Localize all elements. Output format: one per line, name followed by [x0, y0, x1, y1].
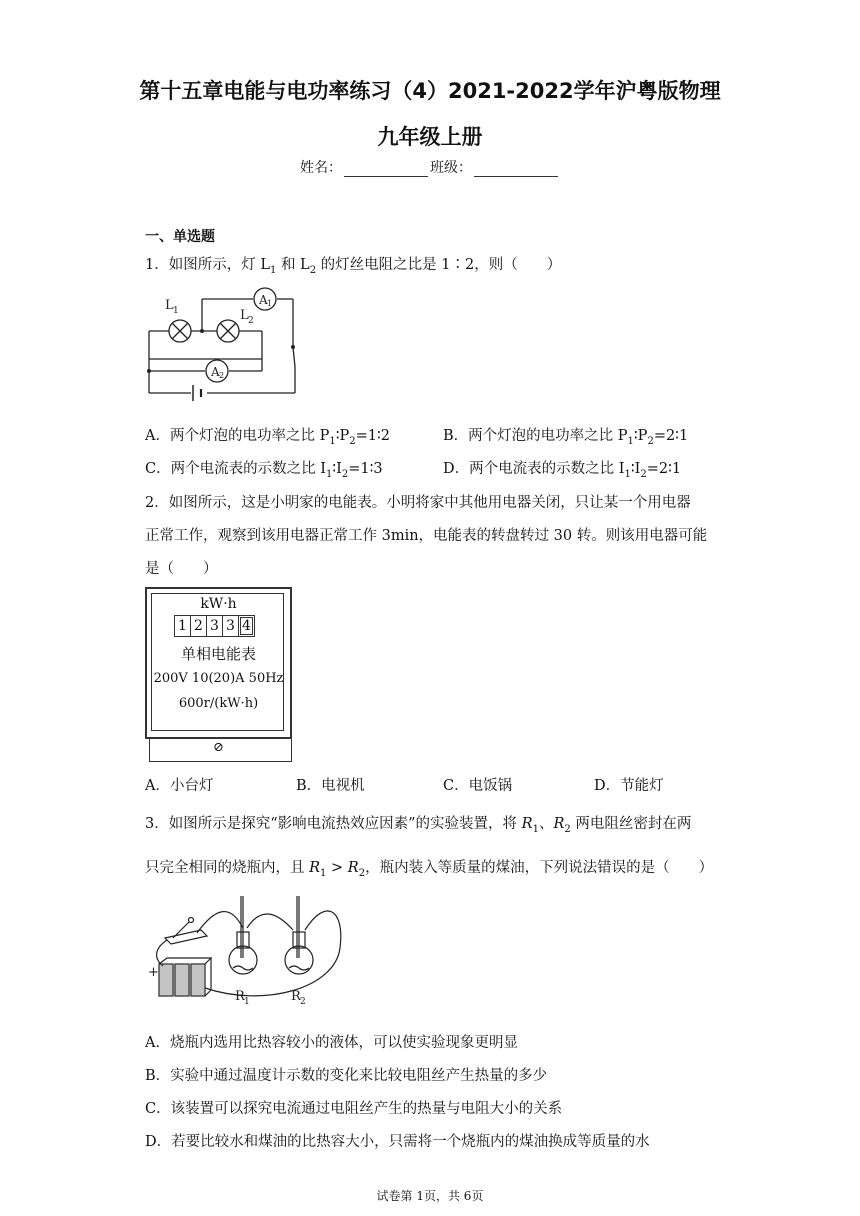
- svg-text:2: 2: [219, 371, 225, 380]
- q2-stem-line2: 正常工作，观察到该用电器正常工作 3min，电能表的转盘转过 30 转。则该用电器可能: [145, 528, 708, 544]
- name-label: 姓名：: [300, 160, 342, 176]
- q3-experiment-apparatus: [145, 888, 350, 1013]
- q1-option-b[interactable]: B．两个灯泡的电功率之比 $P_1∶P_2=2∶1$: [443, 428, 689, 447]
- svg-text:L: L: [165, 298, 174, 313]
- q2-option-c[interactable]: C．电饭锅: [443, 778, 513, 794]
- name-blank[interactable]: [344, 162, 428, 177]
- svg-text:L: L: [240, 308, 249, 323]
- q2-option-b[interactable]: B．电视机: [296, 778, 365, 794]
- q1-stem: 1．如图所示，灯 $L_1$ 和 $L_2$ 的灯丝电阻之比是 1∶2，则（ ）: [145, 257, 562, 276]
- meter-digit-row: [174, 615, 255, 637]
- meter-unit: kW·h: [200, 596, 237, 612]
- q1-circuit-diagram: [145, 285, 310, 410]
- svg-text:R: R: [291, 989, 301, 1004]
- meter-digit: 1: [174, 615, 191, 637]
- class-label: 班级：: [430, 160, 472, 176]
- name-class-bar: [0, 157, 860, 177]
- q3-option-c[interactable]: C．该装置可以探究电流通过电阻丝产生的热量与电阻大小的关系: [145, 1101, 563, 1117]
- q2-option-d[interactable]: D．节能灯: [594, 778, 664, 794]
- meter-rate: 600r/(kW·h): [178, 696, 259, 711]
- svg-text:A: A: [259, 293, 268, 307]
- q2-stem-line1: 2．如图所示，这是小明家的电能表。小明将家中其他用电器关闭，只让某一个用电器: [145, 495, 691, 511]
- meter-spec: 200V 10(20)A 50Hz: [153, 671, 284, 686]
- meter-digit: 2: [190, 615, 207, 637]
- q3-stem-line1: 3．如图所示是探究“影响电流热效应因素”的实验装置，将 $R_1$、$R_2$ 两电阻丝密封在两: [145, 816, 692, 835]
- q3-stem-line2: 只完全相同的烧瓶内，且 $R_1 > R_2$，瓶内装入等质量的煤油，下列说法错误的是（ ）: [145, 860, 714, 879]
- page-title-line2: 九年级上册: [377, 125, 483, 149]
- page-footer: 试卷第 1页，共 6页: [376, 1189, 484, 1203]
- svg-text:1: 1: [173, 306, 179, 316]
- q2-energy-meter-figure: [145, 587, 292, 763]
- q1-option-a[interactable]: A．两个灯泡的电功率之比 $P_1∶P_2=1∶2$: [145, 428, 390, 447]
- q2-stem-line3: 是（ ）: [145, 561, 218, 577]
- q2-option-a[interactable]: A．小台灯: [145, 778, 214, 794]
- svg-text:1: 1: [267, 299, 273, 308]
- q1-option-c[interactable]: C．两个电流表的示数之比 $I_1∶I_2=1∶3$: [145, 461, 383, 480]
- meter-digit-decimal: 4: [238, 615, 255, 637]
- svg-text:2: 2: [248, 316, 254, 326]
- q3-option-a[interactable]: A．烧瓶内选用比热容较小的液体，可以使实验现象更明显: [145, 1035, 518, 1051]
- section-title: 一、单选题: [145, 229, 215, 245]
- svg-text:1: 1: [244, 997, 250, 1007]
- meter-name: 单相电能表: [180, 645, 256, 663]
- class-blank[interactable]: [474, 162, 558, 177]
- svg-text:R: R: [235, 989, 245, 1004]
- svg-text:A: A: [211, 365, 220, 379]
- meter-digit: 3: [222, 615, 239, 637]
- meter-base-symbol: ⊘: [213, 740, 224, 755]
- svg-text:2: 2: [300, 997, 306, 1007]
- q1-option-d[interactable]: D．两个电流表的示数之比 $I_1∶I_2=2∶1$: [443, 461, 682, 480]
- meter-digit: 3: [206, 615, 223, 637]
- page-title-line1: 第十五章电能与电功率练习（4）2021-2022学年沪粤版物理: [139, 79, 721, 103]
- q3-option-d[interactable]: D．若要比较水和煤油的比热容大小，只需将一个烧瓶内的煤油换成等质量的水: [145, 1134, 650, 1150]
- svg-text:+: +: [148, 965, 159, 980]
- q3-option-b[interactable]: B．实验中通过温度计示数的变化来比较电阻丝产生热量的多少: [145, 1068, 548, 1084]
